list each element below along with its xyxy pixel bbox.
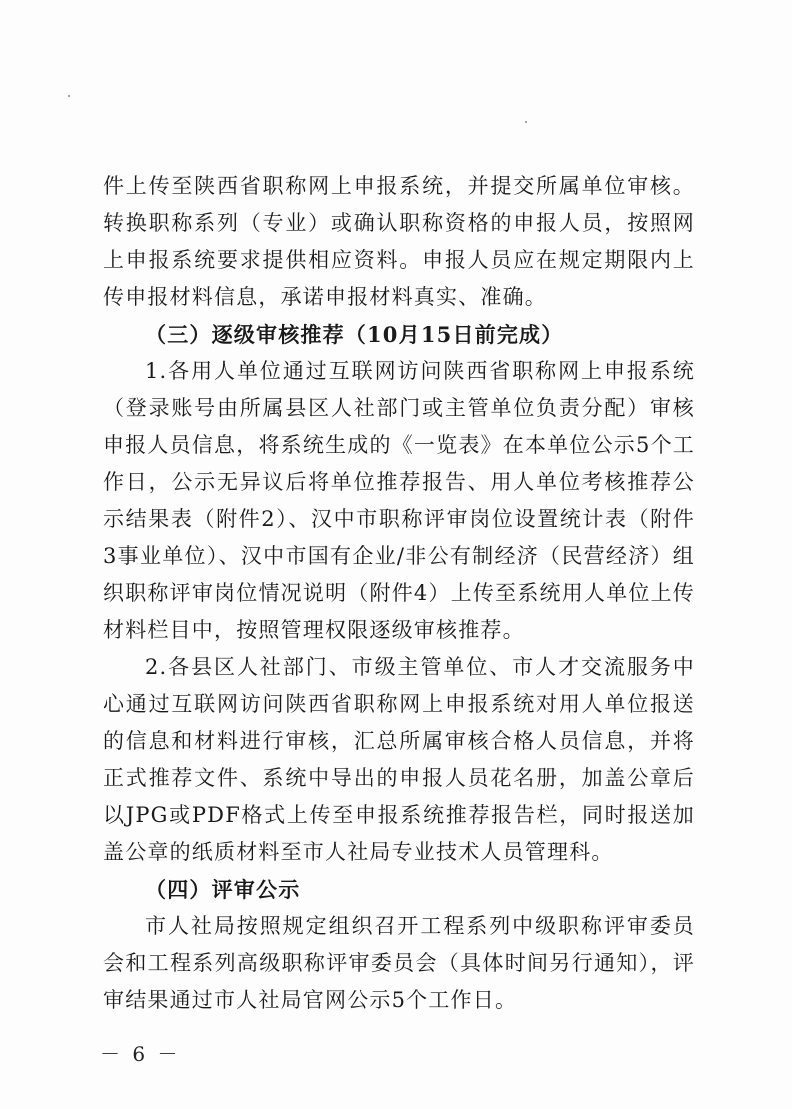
paragraph-item-1: 1.各用人单位通过互联网访问陕西省职称网上申报系统（登录账号由所属县区人社部门或主管单位负责分配）审核申报人员信息，将系统生成的《一览表》在本单位公示5个工作日，公示无异议后将单位推荐报告、用人单位考核推荐公示结果表（附件2）、汉中市职称评审岗位设置统计表（附件3事业单位）、汉中市国有企业/非公有制经济（民营经济）组织职称评审岗位情况说明（附件4）上传至系统用人单位上传材料栏目中，按照管理权限逐级审核推荐。	[103, 359, 695, 642]
scan-speck	[525, 121, 527, 123]
page-number: － 6 －	[100, 1042, 181, 1066]
document-body	[103, 168, 695, 1019]
section-heading-review: （三）逐级审核推荐（10月15日前完成）	[145, 322, 564, 347]
paragraph-continuation: 件上传至陕西省职称网上申报系统，并提交所属单位审核。转换职称系列（专业）或确认职称资格的申报人员，按照网上申报系统要求提供相应资料。申报人员应在规定期限内上传申报材料信息，承诺申报材料真实、准确。	[103, 174, 695, 309]
paragraph-publicity: 市人社局按照规定组织召开工程系列中级职称评审委员会和工程系列高级职称评审委员会（具体时间另行通知），评审结果通过市人社局官网公示5个工作日。	[103, 914, 695, 1012]
paragraph-item-2: 2.各县区人社部门、市级主管单位、市人才交流服务中心通过互联网访问陕西省职称网上申报系统对用人单位报送的信息和材料进行审核，汇总所属审核合格人员信息，并将正式推荐文件、系统中导出的申报人员花名册，加盖公章后以JPG或PDF格式上传至申报系统推荐报告栏，同时报送加盖公章的纸质材料至市人社局专业技术人员管理科。	[103, 655, 695, 864]
section-heading-publicity: （四）评审公示	[145, 877, 301, 902]
scan-speck	[68, 95, 70, 97]
